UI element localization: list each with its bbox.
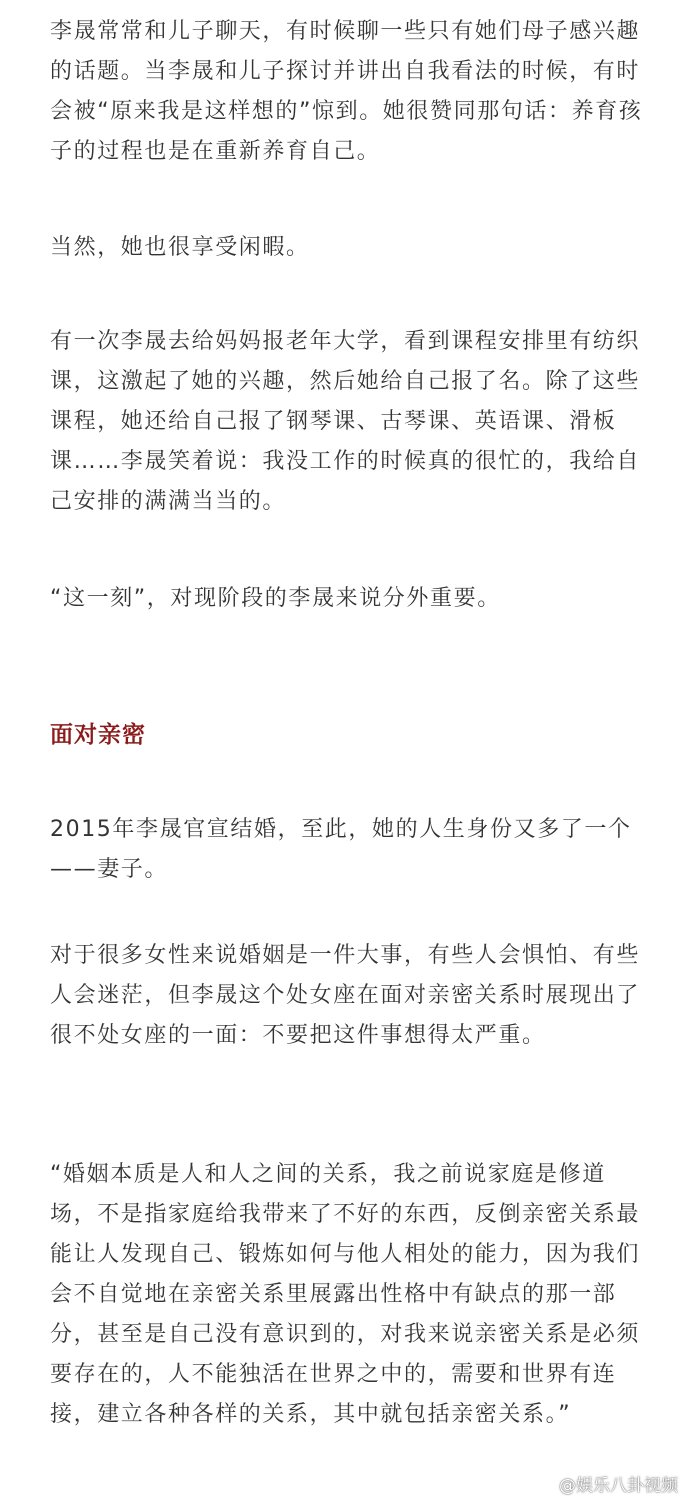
paragraph: 对于很多女性来说婚姻是一件大事，有些人会惧怕、有些人会迷茫，但李晟这个处女座在面对亲密关系时展现出了很不处女座的一面：不要把这件事想得太严重。 (50, 943, 641, 1048)
source-watermark (533, 1471, 678, 1496)
paragraph: “这一刻”，对现阶段的李晟来说分外重要。 (50, 586, 501, 611)
paragraph: 李晟常常和儿子聊天，有时候聊一些只有她们母子感兴趣的话题。当李晟和儿子探讨并讲出自我看法的时候，有时会被“原来我是这样想的”惊到。她很赞同那句话：养育孩子的过程也是在重新养育自己。 (50, 19, 643, 164)
paragraph: 2015年李晟官宣结婚，至此，她的人生身份又多了一个——妻子。 (50, 817, 632, 882)
weibo-logo-icon (533, 1475, 555, 1493)
watermark-text: @娱乐八卦视频 (559, 1476, 678, 1496)
paragraph: “婚姻本质是人和人之间的关系，我之前说家庭是修道场，不是指家庭给我带来了不好的东西，反倒亲密关系最能让人发现自己、锻炼如何与他人相处的能力，因为我们会不自觉地在亲密关系里展露出性格中有缺点的那一部分，甚至是自己没有意识到的，对我来说亲密关系是必须要存在的，人不能独活在世界之中的，需要和世界有连接，建立各种各样的关系，其中就包括亲密关系。” (50, 1162, 641, 1427)
section-heading: 面对亲密 (50, 722, 146, 748)
paragraph: 当然，她也很享受闲暇。 (50, 235, 310, 260)
paragraph: 有一次李晟去给妈妈报老年大学，看到课程安排里有纺织课，这激起了她的兴趣，然后她给自己报了名。除了这些课程，她还给自己报了钢琴课、古琴课、英语课、滑板课……李晟笑着说：我没工作的时候真的很忙的，我给自己安排的满满当当的。 (50, 329, 641, 514)
